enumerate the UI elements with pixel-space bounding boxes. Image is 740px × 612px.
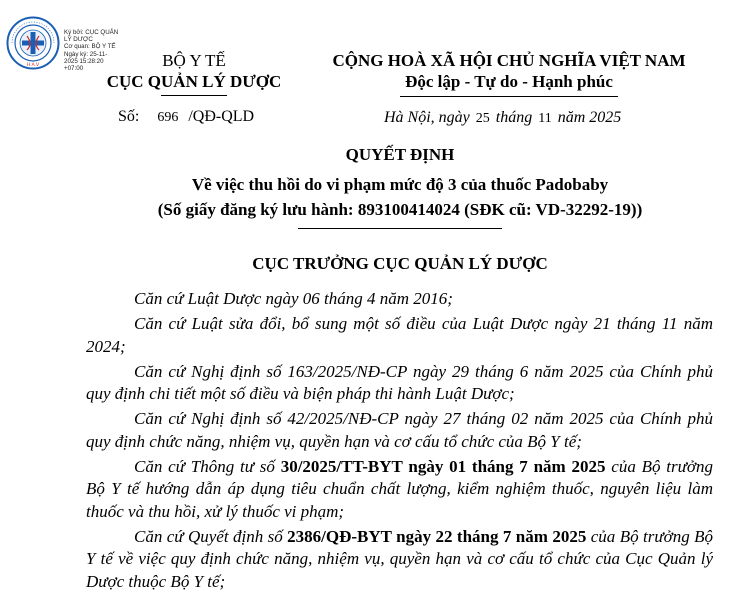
ground-paragraph: [86, 313, 713, 358]
ground-text: Căn cứ Nghị định số 163/2025/NĐ-CP ngày 29 tháng 6 năm 2025 của Chính phủ quy định chi tiết một số điều và biện pháp thi hành Luật Dược;: [86, 361, 713, 403]
signature-line: Cơ quan: BỘ Y TẾ: [64, 43, 116, 51]
number-value: 696: [157, 110, 179, 125]
ground-paragraph: [86, 456, 713, 524]
decision-title: QUYẾT ĐỊNH: [345, 145, 455, 164]
signature-seal-logo: [6, 16, 60, 70]
ground-text: Căn cứ Luật Dược ngày 06 tháng 4 năm 2016;: [134, 289, 453, 308]
signature-line: Ký bởi: CỤC QUẢN: [64, 29, 119, 36]
ground-text: của Bộ trưởng Bộ Y tế về việc quy định chức năng, nhiệm vụ, quyền hạn và cơ cấu tổ chức của Cục Quản lý Dược thuộc Bộ Y tế;: [86, 526, 713, 591]
national-motto: Độc lập - Tự do - Hạnh phúc: [405, 72, 613, 91]
registration-number: (Số giấy đăng ký lưu hành: 893100414024 (SĐK cũ: VD-32292-19)): [157, 200, 643, 219]
document-number: [118, 107, 254, 128]
agency-name: CỤC QUẢN LÝ DƯỢC: [106, 72, 282, 91]
ministry-name: BỘ Y TẾ: [162, 51, 226, 70]
month-label: tháng: [495, 109, 533, 126]
agency-underline: [161, 95, 227, 96]
ground-text: Căn cứ Nghị định số 42/2025/NĐ-CP ngày 27 tháng 02 năm 2025 của Chính phủ quy định chức năng, nhiệm vụ, quyền hạn và cơ cấu tổ chức của Bộ Y tế;: [86, 409, 713, 451]
signature-line: +07:00: [64, 65, 84, 73]
number-suffix: /QĐ-QLD: [188, 108, 255, 125]
legal-grounds: [86, 288, 713, 593]
ground-text: Căn cứ Luật sửa đổi, bổ sung một số điều của Luật Dược ngày 21 tháng 11 năm 2024;: [86, 314, 713, 356]
ground-paragraph: [86, 361, 713, 406]
ground-paragraph: [86, 526, 713, 594]
number-label: Số:: [118, 108, 140, 125]
ground-paragraph: [86, 408, 713, 453]
authority-heading: CỤC TRƯỞNG CỤC QUẢN LÝ DƯỢC: [252, 254, 548, 273]
ground-text: của Bộ trưởng Bộ Y tế hướng dẫn áp dụng tiêu chuẩn chất lượng, kiểm nghiệm thuốc, nguyên liệu làm thuốc và thu hồi, xử lý thuốc vi phạm;: [86, 456, 713, 521]
ground-text: Căn cứ Thông tư số: [134, 456, 281, 476]
signature-line: 2025 15:28:20: [64, 57, 104, 65]
title-underline: [298, 228, 502, 229]
date-day: 25: [475, 111, 490, 126]
signature-line: LÝ DƯỢC: [64, 36, 93, 44]
ground-text: Căn cứ Quyết định số: [134, 526, 288, 546]
place-prefix: Hà Nội, ngày: [384, 109, 470, 126]
year-label: năm 2025: [557, 109, 622, 126]
ground-reference: 2386/QĐ-BYT ngày 22 tháng 7 năm 2025: [287, 526, 587, 546]
signature-line: Ngày ký: 25-11-: [64, 50, 108, 58]
ground-paragraph: [86, 288, 713, 311]
issuing-agency: [85, 51, 303, 96]
republic-name: CỘNG HOÀ XÃ HỘI CHỦ NGHĨA VIỆT NAM: [332, 51, 686, 70]
motto-underline: [400, 96, 618, 97]
date-month: 11: [538, 111, 552, 126]
national-header: [318, 51, 700, 97]
ground-reference: 30/2025/TT-BYT ngày 01 tháng 7 năm 2025: [280, 456, 606, 476]
decision-subject: Về việc thu hồi do vi phạm mức độ 3 của thuốc Padobaby: [191, 175, 609, 194]
svg-text:H.A.V: H.A.V: [26, 63, 40, 68]
issue-date: [384, 108, 621, 129]
